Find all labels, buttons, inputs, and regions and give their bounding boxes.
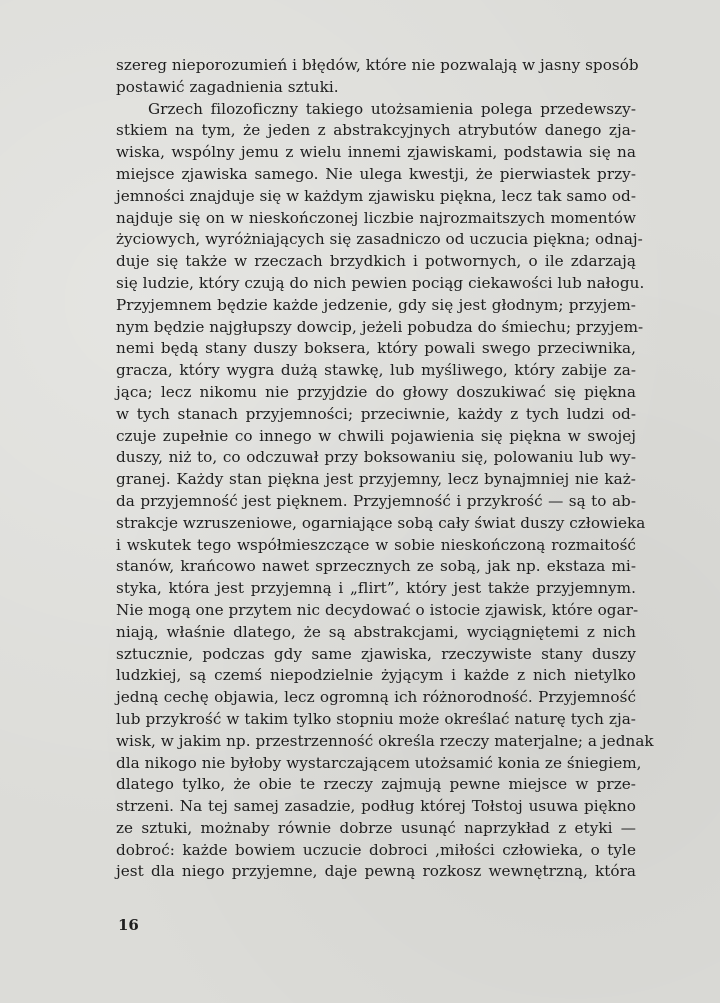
text-line: nemi będą stany duszy boksera, który powali swego przeciwnika, xyxy=(116,339,636,358)
text-line: życiowych, wyróżniających się zasadniczo od uczucia piękna; odnaj- xyxy=(116,230,643,249)
paragraph-start-line: Grzech filozoficzny takiego utożsamienia polega przedewszy- xyxy=(148,99,636,118)
text-line: Przyjemnem będzie każde jedzenie, gdy się jest głodnym; przyjem- xyxy=(116,295,636,314)
text-line: lub przykrość w takim tylko stopniu może określać naturę tych zja- xyxy=(116,709,636,728)
text-line: czuje zupełnie co innego w chwili pojawienia się piękna w swojej xyxy=(116,426,636,445)
text-line: jąca; lecz nikomu nie przyjdzie do głowy doszukiwać się piękna xyxy=(116,382,636,401)
text-line: wisk, w jakim np. przestrzenność określa rzeczy materjalne; a jednak xyxy=(116,731,654,750)
text-line: da przyjemność jest pięknem. Przyjemność i przykrość — są to ab- xyxy=(116,491,636,510)
text-line: gracza, który wygra dużą stawkę, lub myśliwego, który zabije za- xyxy=(116,361,636,380)
text-line: jedną cechę objawia, lecz ogromną ich różnorodność. Przyjemność xyxy=(116,688,636,707)
text-line: się ludzie, który czują do nich pewien pociąg ciekawości lub nałogu. xyxy=(116,273,645,292)
text-line: wiska, wspólny jemu z wielu innemi zjawiskami, podstawia się na xyxy=(116,143,636,162)
text-line: strzeni. Na tej samej zasadzie, podług której Tołstoj usuwa piękno xyxy=(116,797,636,816)
text-line: w tych stanach przyjemności; przeciwnie, każdy z tych ludzi od- xyxy=(116,404,636,423)
text-line: duszy, niż to, co odczuwał przy boksowaniu się, polowaniu lub wy- xyxy=(116,448,636,467)
text-line: jest dla niego przyjemne, daje pewną rozkosz wewnętrzną, która xyxy=(116,862,636,881)
text-line: strakcje wzruszeniowe, ogarniające sobą cały świat duszy człowieka xyxy=(116,513,646,532)
text-line: niają, właśnie dlatego, że są abstrakcjami, wyciągniętemi z nich xyxy=(116,622,636,641)
text-line: dobroć: każde bowiem uczucie dobroci ,miłości człowieka, o tyle xyxy=(116,840,636,859)
text-line: stkiem na tym, że jeden z abstrakcyjnych atrybutów danego zja- xyxy=(116,121,636,140)
text-line: ze sztuki, możnaby równie dobrze usunąć naprzykład z etyki — xyxy=(116,818,636,837)
text-line: miejsce zjawiska samego. Nie ulega kwestji, że pierwiastek przy- xyxy=(116,164,636,183)
page-number: 16 xyxy=(118,916,139,934)
text-line: duje się także w rzeczach brzydkich i potwornych, o ile zdarzają xyxy=(116,252,636,271)
text-line: dla nikogo nie byłoby wystarczającem utożsamić konia ze śniegiem, xyxy=(116,753,642,772)
text-line: Nie mogą one przytem nic decydować o istocie zjawisk, które ogar- xyxy=(116,600,639,619)
text-line: nym będzie najgłupszy dowcip, jeżeli pobudza do śmiechu; przyjem- xyxy=(116,317,644,336)
text-line: szereg nieporozumień i błędów, które nie pozwalają w jasny sposób xyxy=(116,56,639,74)
text-line: i wskutek tego współmieszczące w sobie nieskończoną rozmaitość xyxy=(116,535,636,554)
text-line: granej. Każdy stan piękna jest przyjemny, lecz bynajmniej nie każ- xyxy=(116,470,636,489)
body-text xyxy=(116,55,654,883)
text-line: styka, która jest przyjemną i „flirt”, który jest także przyjemnym. xyxy=(116,579,636,598)
text-line: sztucznie, podczas gdy same zjawiska, rzeczywiste stany duszy xyxy=(116,644,636,663)
text-line: stanów, krańcowo nawet sprzecznych ze sobą, jak np. ekstaza mi- xyxy=(116,557,636,576)
text-line: najduje się on w nieskończonej liczbie najrozmaitszych momentów xyxy=(116,208,636,227)
text-line: postawić zagadnienia sztuki. xyxy=(116,77,339,96)
text-line: dlatego tylko, że obie te rzeczy zajmują pewne miejsce w prze- xyxy=(116,775,636,794)
text-line: jemności znajduje się w każdym zjawisku piękna, lecz tak samo od- xyxy=(116,186,636,205)
text-line: ludzkiej, są czemś niepodzielnie żyjącym i każde z nich nietylko xyxy=(116,666,636,685)
